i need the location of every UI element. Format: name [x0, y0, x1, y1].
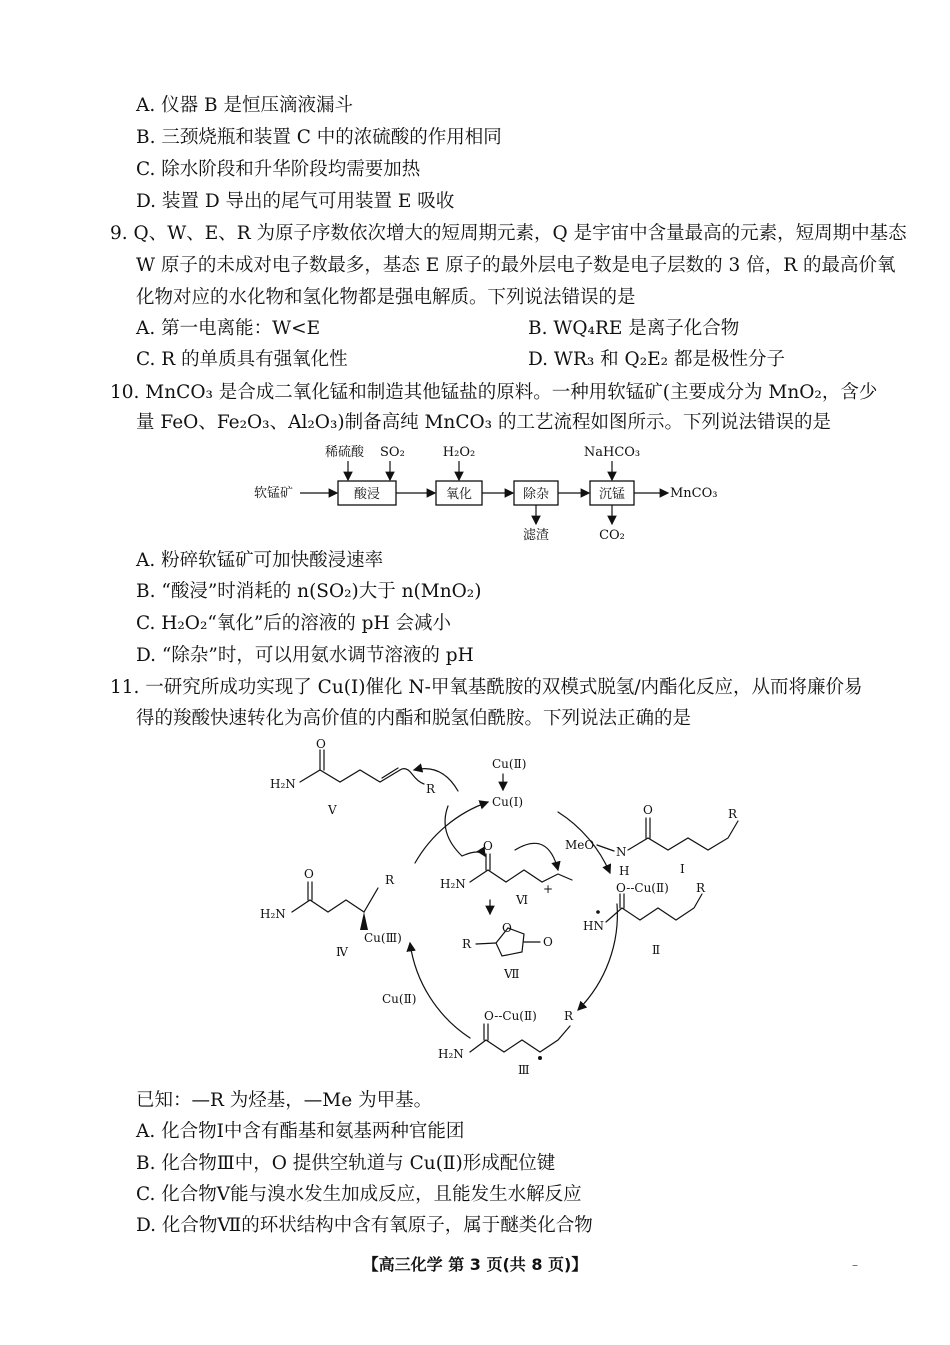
compound-vi-label: Ⅵ: [516, 893, 529, 907]
compound-ii-label: Ⅱ: [652, 943, 661, 957]
flow-reagent-h2o2: H₂O₂: [442, 445, 476, 460]
flow-reagent-nahco3: NaHCO₃: [583, 445, 641, 460]
iii-r-group: R: [564, 1009, 574, 1023]
iv-cu3: Cu(Ⅲ): [364, 931, 402, 945]
flow-step-oxidation: 氧化: [445, 487, 473, 502]
iii-cu-bond: O--Cu(Ⅱ): [484, 1009, 537, 1023]
cation-h2n: H₂N: [440, 877, 466, 891]
v-r-group: R: [426, 782, 436, 796]
v-h2n: H₂N: [270, 777, 296, 791]
cation-plus: +: [543, 882, 554, 896]
corner-mark: –: [852, 1258, 858, 1272]
q11-option-c: C. 化合物Ⅴ能与溴水发生加成反应，且能发生水解反应: [136, 1184, 582, 1205]
q10-option-c: C. H₂O₂“氧化”后的溶液的 pH 会减小: [136, 613, 452, 634]
flow-reagent-dilute-h2so4: 稀硫酸: [325, 445, 365, 460]
flow-step-acid-leach: 酸浸: [353, 487, 381, 502]
v-oxygen: O: [316, 738, 326, 751]
q8-option-a: A. 仪器 B 是恒压滴液漏斗: [136, 95, 353, 116]
iv-h2n: H₂N: [260, 907, 286, 921]
flow-reagent-so2: SO₂: [380, 445, 405, 460]
vii-carbonyl-oxygen: O: [543, 935, 553, 949]
q10-option-d: D. “除杂”时，可以用氨水调节溶液的 pH: [136, 645, 474, 666]
q9-stem-line1: 9. Q、W、E、R 为原子序数依次增大的短周期元素，Q 是宇宙中含量最高的元素，短周期中基态: [110, 223, 907, 244]
q11-stem-line2: 得的羧酸快速转化为高价值的内酯和脱氢伯酰胺。下列说法正确的是: [136, 708, 692, 729]
flow-step-mn-precipitation: 沉锰: [598, 487, 626, 502]
compound-iii-label: Ⅲ: [518, 1063, 530, 1077]
q9-option-a: A. 第一电离能：W<E: [136, 318, 321, 339]
compound-vii-label: Ⅶ: [504, 967, 520, 981]
q11-option-b: B. 化合物Ⅲ中，O 提供空轨道与 Cu(Ⅱ)形成配位键: [136, 1153, 556, 1174]
compound-iv-label: Ⅳ: [336, 945, 348, 959]
cation-oxygen: O: [483, 839, 493, 853]
q11-known-note: 已知：—R 为烃基，—Me 为甲基。: [136, 1090, 433, 1111]
q10-stem-line2: 量 FeO、Fe₂O₃、Al₂O₃)制备高纯 MnCO₃ 的工艺流程如图所示。下列说法错误的是: [136, 412, 831, 433]
ii-cu-bond: O--Cu(Ⅱ): [616, 881, 669, 895]
q9-option-b: B. WQ₄RE 是离子化合物: [528, 318, 740, 339]
iv-oxygen: O: [304, 867, 314, 881]
q9-stem-line3: 化物对应的水化物和氢化物都是强电解质。下列说法错误的是: [136, 287, 636, 308]
catalytic-cycle-diagram: [240, 738, 760, 1083]
q9-stem-line2: W 原子的未成对电子数最多，基态 E 原子的最外层电子数是电子层数的 3 倍，R 的最高价氧: [136, 255, 896, 276]
iii-h2n: H₂N: [438, 1047, 464, 1061]
compound-i-label: Ⅰ: [680, 862, 685, 876]
q8-option-c: C. 除水阶段和升华阶段均需要加热: [136, 159, 421, 180]
cu2-top-label: Cu(Ⅱ): [492, 757, 527, 771]
q8-option-d: D. 装置 D 导出的尾气可用装置 E 吸收: [136, 191, 455, 212]
ii-r-group: R: [696, 881, 706, 895]
q8-option-b: B. 三颈烧瓶和装置 C 中的浓硫酸的作用相同: [136, 127, 502, 148]
iv-r-group: R: [385, 873, 395, 887]
i-r-group: R: [728, 807, 738, 821]
i-oxygen: O: [643, 803, 653, 817]
q10-stem-line1: 10. MnCO₃ 是合成二氧化锰和制造其他锰盐的原料。一种用软锰矿(主要成分为 MnO₂，含少: [110, 382, 878, 403]
ii-hn: HN: [583, 919, 604, 933]
cu1-label: Cu(Ⅰ): [492, 795, 524, 809]
q10-option-a: A. 粉碎软锰矿可加快酸浸速率: [136, 550, 384, 571]
flow-output-mnco3: MnCO₃: [670, 486, 718, 501]
cu2-left-label: Cu(Ⅱ): [382, 992, 417, 1006]
compound-v-label: Ⅴ: [328, 803, 337, 817]
flow-byproduct-co2: CO₂: [599, 528, 625, 543]
q9-option-c: C. R 的单质具有强氧化性: [136, 349, 348, 370]
flow-input: 软锰矿: [254, 486, 294, 501]
flow-step-impurity-removal: 除杂: [522, 487, 550, 502]
page-footer: 【高三化学 第 3 页(共 8 页)】: [362, 1255, 588, 1274]
i-meo: MeO: [565, 838, 595, 852]
flow-byproduct-residue: 滤渣: [522, 528, 550, 543]
i-nitrogen: N: [616, 845, 627, 859]
q10-option-b: B. “酸浸”时消耗的 n(SO₂)大于 n(MnO₂): [136, 581, 482, 602]
q11-stem-line1: 11. 一研究所成功实现了 Cu(Ⅰ)催化 N-甲氧基酰胺的双模式脱氢/内酯化反应，从而将廉价易: [110, 677, 863, 698]
q11-option-a: A. 化合物Ⅰ中含有酯基和氨基两种官能团: [136, 1121, 465, 1142]
vii-r-group: R: [462, 937, 472, 951]
process-flowchart: [240, 438, 740, 548]
q9-option-d: D. WR₃ 和 Q₂E₂ 都是极性分子: [528, 349, 785, 370]
i-hydrogen: H: [619, 864, 630, 878]
vii-ring-oxygen: O: [502, 921, 512, 935]
q11-option-d: D. 化合物Ⅶ的环状结构中含有氧原子，属于醚类化合物: [136, 1215, 593, 1236]
